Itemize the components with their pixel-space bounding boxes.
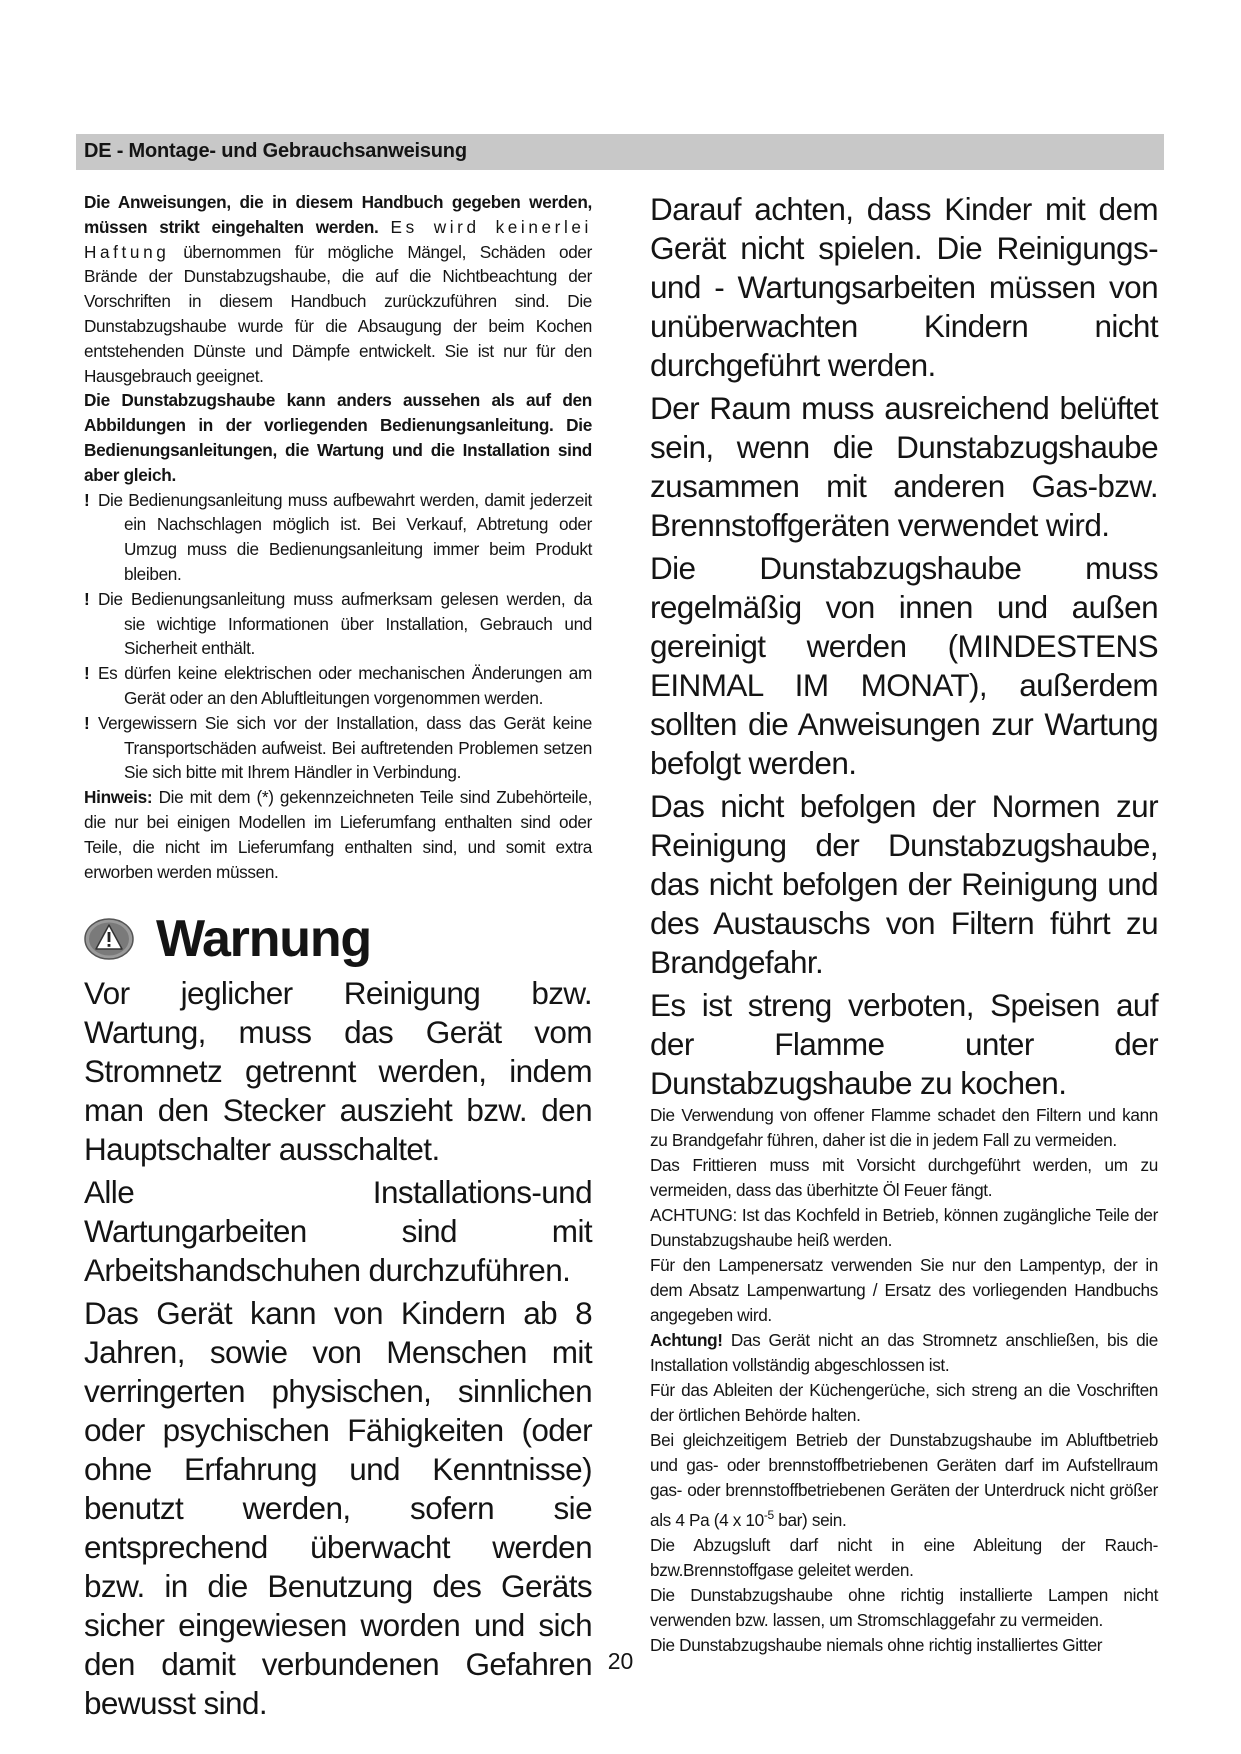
warning-paragraph: Alle Installations-und Wartungarbeiten sind mit Arbeitshandschuhen durchzuführen. bbox=[84, 1174, 592, 1289]
exclamation-bullet: ! bbox=[84, 588, 90, 609]
safety-paragraph: Das Frittieren muss mit Vorsicht durchgeführt werden, um zu vermeiden, dass das überhitzte Öl Feuer fängt. bbox=[650, 1155, 1158, 1200]
section-title: DE - Montage- und Gebrauchsanweisung bbox=[84, 140, 467, 162]
bullet-text: Die Bedienungsanleitung muss aufmerksam gelesen werden, da sie wichtige Informationen über Installation, Gebrauch und Sicherheit enthält. bbox=[98, 588, 592, 659]
warning-title: Warnung bbox=[156, 910, 371, 969]
exclamation-bullet: ! bbox=[84, 489, 90, 510]
bullet-item bbox=[84, 711, 592, 785]
warning-paragraph: Es ist streng verboten, Speisen auf der Flamme unter der Dunstabzugshaube zu kochen. bbox=[650, 987, 1158, 1101]
warning-paragraph: Der Raum muss ausreichend belüftet sein, wenn die Dunstabzugshaube zusammen mit anderen Gas-bzw. Brennstoffgeräten verwendet wird. bbox=[650, 390, 1158, 543]
safety-paragraph: ACHTUNG: Ist das Kochfeld in Betrieb, können zugängliche Teile der Dunstabzugshaube heiß werden. bbox=[650, 1205, 1158, 1250]
warning-heading bbox=[84, 910, 592, 968]
section-header-bar bbox=[76, 134, 1164, 170]
intro-rest-text: übernommen für mögliche Mängel, Schäden oder Brände der Dunstabzugshaube, die auf die Nichtbeachtung der Vorschriften in diesem Handbuch zurückzuführen sind. Die Dunstabzugshaube wurde für die Absaugung der beim Kochen entstehenden Dünste und Dämpfe entwickelt. Sie ist nur für den Hausgebrauch geeignet. bbox=[84, 241, 592, 386]
achtung-paragraph bbox=[650, 1328, 1158, 1378]
safety-paragraph: Die Verwendung von offener Flamme schadet den Filtern und kann zu Brandgefahr führen, daher ist die in jedem Fall zu vermeiden. bbox=[650, 1105, 1158, 1150]
safety-paragraph: Die Dunstabzugshaube niemals ohne richtig installiertes Gitter bbox=[650, 1635, 1103, 1655]
appearance-bold-text: Die Dunstabzugshaube kann anders aussehen als auf den Abbildungen in der vorliegenden Bedienungsanleitung. Die Bedienungsanleitungen, die Wartung und die Installation sind aber gleich. bbox=[84, 390, 592, 485]
intro-spaced-text: Es wird keinerlei Haftung bbox=[84, 216, 592, 262]
note-text: Die mit dem (*) gekennzeichneten Teile sind Zubehörteile, die nur bei einigen Modellen im Lieferumfang enthalten sind oder Teile, die nicht im Lieferumfang enthalten sind, und somit extra erworben werden müssen. bbox=[84, 787, 592, 882]
safety-paragraph: Für den Lampenersatz verwenden Sie nur den Lampentyp, der in dem Absatz Lampenwartung / Ersatz des vorliegenden Handbuchs angegeben wird. bbox=[650, 1255, 1158, 1325]
appearance-paragraph bbox=[84, 388, 592, 487]
intro-bold-text: Die Anweisungen, die in diesem Handbuch gegeben werden, müssen strikt eingehalten werden. bbox=[84, 192, 592, 237]
warning-triangle-icon bbox=[84, 918, 134, 960]
pressure-text: Bei gleichzeitigem Betrieb der Dunstabzugshaube im Abluftbetrieb und gas- oder brennstoffbetriebenen Geräten darf im Aufstellraum gas- oder brennstoffbetriebenen Geräten der Unterdruck nicht größer als 4 Pa (4 x 10 bbox=[650, 1430, 1158, 1530]
bullet-item bbox=[84, 661, 592, 711]
odor-paragraph: Für das Ableiten der Küchengerüche, sich streng an die Voschriften der örtlichen Behörde halten. bbox=[650, 1380, 1158, 1425]
warning-paragraph: Die Dunstabzugshaube muss regelmäßig von innen und außen gereinigt werden (MINDESTENS EINMAL IM MONAT), außerdem sollten die Anweisungen zur Wartung befolgt werden. bbox=[650, 550, 1158, 781]
warning-paragraph: Das Gerät kann von Kindern ab 8 Jahren, sowie von Menschen mit verringerten physischen, sinnlichen oder psychischen Fähigkeiten (oder ohne Erfahrung und Kenntnisse) benutzt werden, sofern sie entsprechend überwacht werden bzw. in die Benutzung des Geräts sicher eingewiesen worden und sich den damit verbundenen Gefahren bewusst sind. bbox=[84, 1295, 592, 1722]
pressure-text-end: bar) sein. bbox=[778, 1510, 847, 1530]
intro-paragraph bbox=[84, 190, 592, 388]
page-number: 20 bbox=[607, 1648, 634, 1674]
exclamation-bullet: ! bbox=[84, 663, 90, 684]
bullet-item bbox=[84, 488, 592, 587]
bullet-text: Vergewissern Sie sich vor der Installation, dass das Gerät keine Transportschäden aufweist. Bei auftretenden Problemen setzen Sie sich bitte mit Ihrem Händler in Verbindung. bbox=[98, 712, 592, 783]
safety-paragraph: Die Dunstabzugshaube ohne richtig installierte Lampen nicht verwenden bzw. lassen, um Stromschlaggefahr zu vermeiden. bbox=[650, 1585, 1158, 1630]
warning-paragraph: Darauf achten, dass Kinder mit dem Gerät nicht spielen. Die Reinigungs- und - Wartungsarbeiten müssen von unüberwachten Kindern nicht durchgeführt werden. bbox=[650, 191, 1158, 383]
bullet-text: Die Bedienungsanleitung muss aufbewahrt werden, damit jederzeit ein Nachschlagen möglich ist. Bei Verkauf, Abtretung oder Umzug muss die Bedienungsanleitung immer beim Produkt bleiben. bbox=[98, 489, 592, 584]
bullet-item bbox=[84, 587, 592, 661]
achtung-text: Das Gerät nicht an das Stromnetz anschließen, bis die Installation vollständig abgeschlossen ist. bbox=[650, 1330, 1158, 1375]
note-paragraph bbox=[84, 785, 592, 884]
safety-paragraph: Die Abzugsluft darf nicht in eine Ableitung der Rauch- bzw.Brennstoffgase geleitet werden. bbox=[650, 1535, 1158, 1580]
warning-paragraph: Vor jeglicher Reinigung bzw. Wartung, muss das Gerät vom Stromnetz getrennt werden, indem man den Stecker auszieht bzw. den Hauptschalter ausschaltet. bbox=[84, 975, 592, 1168]
achtung-label: Achtung! bbox=[650, 1330, 723, 1350]
pressure-paragraph bbox=[650, 1428, 1158, 1533]
bullet-text: Es dürfen keine elektrischen oder mechanischen Änderungen am Gerät oder an den Abluftleitungen vorgenommen werden. bbox=[98, 663, 592, 708]
exclamation-bullet: ! bbox=[84, 712, 90, 733]
warning-paragraph: Das nicht befolgen der Normen zur Reinigung der Dunstabzugshaube, das nicht befolgen der Reinigung und des Austauschs von Filtern führt zu Brandgefahr. bbox=[650, 788, 1158, 980]
right-column bbox=[650, 190, 1158, 1658]
note-label: Hinweis: bbox=[84, 787, 153, 808]
pressure-exponent: -5 bbox=[763, 1508, 774, 1522]
left-column bbox=[84, 190, 592, 1723]
